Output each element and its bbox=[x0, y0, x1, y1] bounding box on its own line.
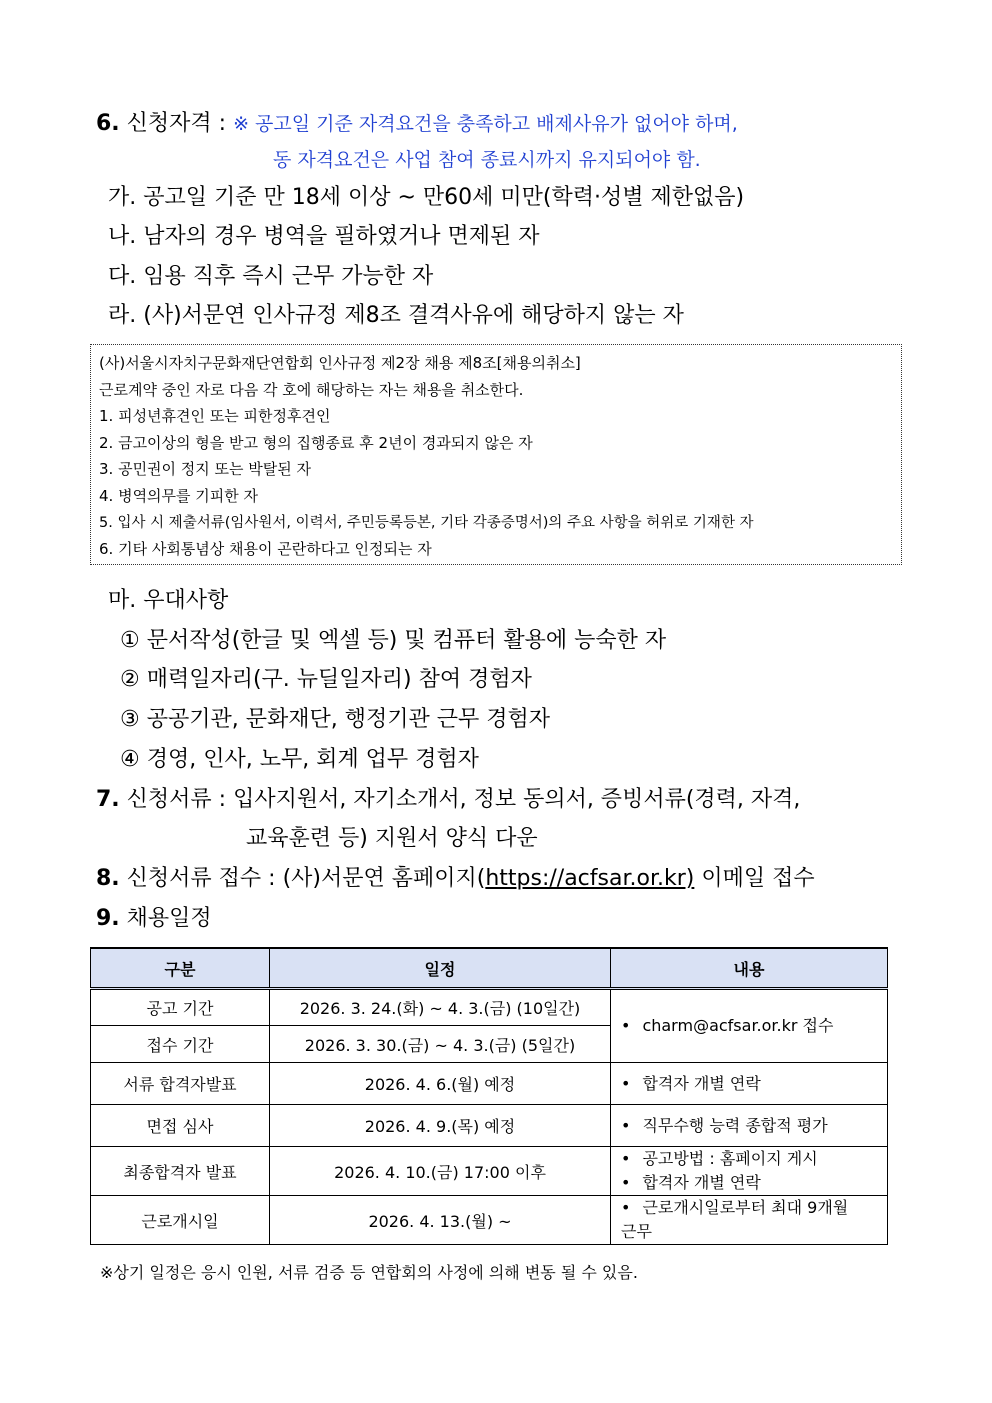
section-text: 신청서류 접수 : (사)서문연 홈페이지( bbox=[126, 866, 486, 891]
regulation-box bbox=[90, 344, 902, 565]
row-content bbox=[611, 1063, 888, 1105]
table-row bbox=[91, 1196, 888, 1245]
row-label: 최종합격자 발표 bbox=[91, 1147, 270, 1196]
section-note-line1: ※ 공고일 기준 자격요건을 충족하고 배제사유가 없어야 하며, bbox=[233, 113, 738, 135]
footnote: ※상기 일정은 응시 인원, 서류 검증 등 연합회의 사정에 의해 변동 될 수 있음. bbox=[100, 1263, 638, 1282]
qualification-item: 다. 임용 직후 즉시 근무 가능한 자 bbox=[108, 264, 434, 289]
row-label: 면접 심사 bbox=[91, 1105, 270, 1147]
row-label: 공고 기간 bbox=[91, 989, 270, 1026]
section-number: 9. bbox=[96, 906, 120, 931]
section-number: 7. bbox=[96, 787, 120, 812]
row-label: 접수 기간 bbox=[91, 1026, 270, 1063]
row-date: 2026. 4. 6.(월) 예정 bbox=[270, 1063, 611, 1105]
row-content bbox=[611, 1196, 888, 1245]
row-date: 2026. 4. 9.(목) 예정 bbox=[270, 1105, 611, 1147]
section-9-heading bbox=[96, 901, 212, 932]
table-row bbox=[91, 989, 888, 1026]
section-6-heading bbox=[96, 106, 738, 137]
content-bullet: • charm@acfsar.or.kr 접수 bbox=[621, 1014, 881, 1038]
section-8-heading bbox=[96, 861, 815, 892]
row-date: 2026. 3. 30.(금) ~ 4. 3.(금) (5일간) bbox=[270, 1026, 611, 1063]
preference-title: 마. 우대사항 bbox=[108, 588, 229, 613]
section-title: 채용일정 bbox=[126, 906, 212, 931]
qualification-item: 라. (사)서문연 인사규정 제8조 결격사유에 해당하지 않는 자 bbox=[108, 303, 684, 328]
regulation-line: 1. 피성년휴견인 또는 피한정후견인 bbox=[99, 407, 331, 426]
preference-item: ④ 경영, 인사, 노무, 회계 업무 경험자 bbox=[120, 747, 479, 772]
qualification-item: 나. 남자의 경우 병역을 필하였거나 면제된 자 bbox=[108, 224, 540, 249]
section-7-heading bbox=[96, 782, 800, 813]
regulation-line: 4. 병역의무를 기피한 자 bbox=[99, 486, 259, 505]
section-7-continuation: 교육훈련 등) 지원서 양식 다운 bbox=[246, 826, 538, 851]
section-text-tail: 이메일 접수 bbox=[694, 866, 815, 891]
row-date: 2026. 4. 10.(금) 17:00 이후 bbox=[270, 1147, 611, 1196]
section-text: 신청서류 : 입사지원서, 자기소개서, 정보 동의서, 증빙서류(경력, 자격, bbox=[126, 787, 801, 812]
content-bullet: • 합격자 개별 연락 bbox=[621, 1072, 881, 1096]
regulation-line: 5. 입사 시 제출서류(임사원서, 이력서, 주민등록등본, 기타 각종증명서)의 주요 사항을 허위로 기재한 자 bbox=[99, 514, 754, 531]
row-content bbox=[611, 1147, 888, 1196]
homepage-link[interactable]: https://acfsar.or.kr) bbox=[485, 866, 695, 891]
preference-item: ① 문서작성(한글 및 엑셀 등) 및 컴퓨터 활용에 능숙한 자 bbox=[120, 628, 667, 653]
section-title: 신청자격 : bbox=[126, 111, 227, 136]
column-header: 일정 bbox=[270, 948, 611, 989]
regulation-line: (사)서울시자치구문화재단연합회 인사규정 제2장 채용 제8조[채용의취소] bbox=[99, 354, 581, 372]
row-content bbox=[611, 989, 888, 1063]
qualification-item: 가. 공고일 기준 만 18세 이상 ~ 만60세 미만(학력·성별 제한없음) bbox=[108, 185, 745, 210]
regulation-line: 3. 공민권이 정지 또는 박탈된 자 bbox=[99, 460, 312, 479]
table-header-row bbox=[91, 948, 888, 989]
content-bullet: • 합격자 개별 연락 bbox=[621, 1171, 881, 1195]
column-header: 내용 bbox=[611, 948, 888, 989]
table-row bbox=[91, 1147, 888, 1196]
section-note-line2: 동 자격요건은 사업 참여 종료시까지 유지되어야 함. bbox=[273, 149, 701, 171]
content-bullet: • 공고방법 : 홈페이지 게시 bbox=[621, 1147, 881, 1171]
row-label: 서류 합격자발표 bbox=[91, 1063, 270, 1105]
content-bullet: • 근로개시일로부터 최대 9개월 근무 bbox=[621, 1196, 861, 1244]
preference-item: ② 매력일자리(구. 뉴딜일자리) 참여 경험자 bbox=[120, 667, 532, 692]
section-number: 8. bbox=[96, 866, 120, 891]
schedule-table bbox=[90, 947, 888, 1245]
table-row bbox=[91, 1063, 888, 1105]
preference-item: ③ 공공기관, 문화재단, 행정기관 근무 경험자 bbox=[120, 707, 550, 732]
regulation-line: 6. 기타 사회통념상 채용이 곤란하다고 인정되는 자 bbox=[99, 540, 432, 559]
row-date: 2026. 4. 13.(월) ~ bbox=[270, 1196, 611, 1245]
regulation-line: 2. 금고이상의 형을 받고 형의 집행종료 후 2년이 경과되지 않은 자 bbox=[99, 433, 533, 452]
column-header: 구분 bbox=[91, 948, 270, 989]
row-date: 2026. 3. 24.(화) ~ 4. 3.(금) (10일간) bbox=[270, 989, 611, 1026]
section-number: 6. bbox=[96, 111, 120, 136]
regulation-line: 근로계약 중인 자로 다음 각 호에 해당하는 자는 채용을 취소한다. bbox=[99, 380, 524, 399]
table-row bbox=[91, 1105, 888, 1147]
row-label: 근로개시일 bbox=[91, 1196, 270, 1245]
row-content bbox=[611, 1105, 888, 1147]
content-bullet: • 직무수행 능력 종합적 평가 bbox=[621, 1114, 881, 1138]
